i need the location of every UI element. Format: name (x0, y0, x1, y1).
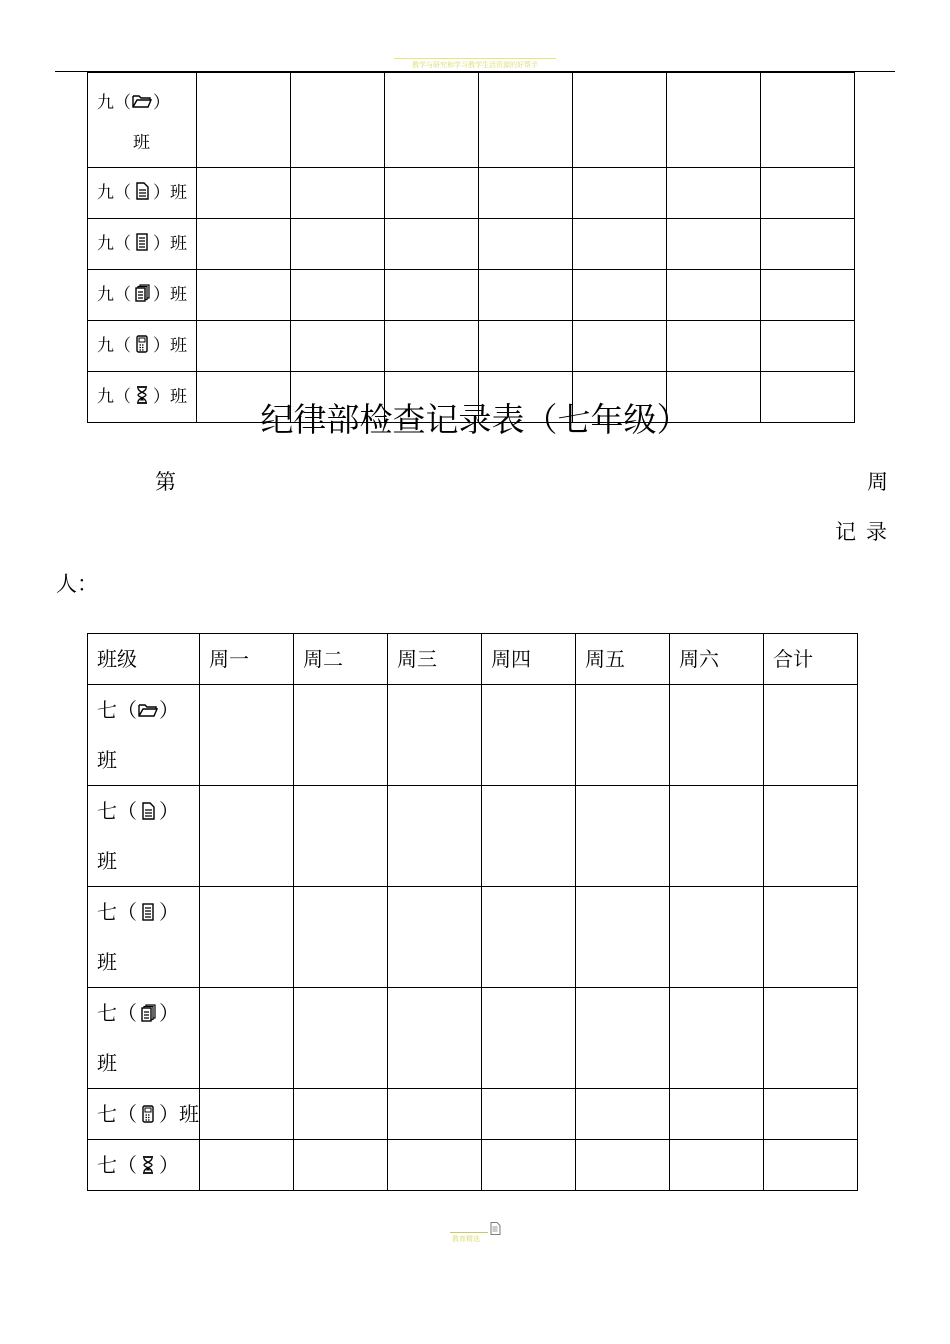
class-suffix: ） (159, 1001, 179, 1025)
table-cell[interactable] (479, 219, 573, 270)
stacked-pages-icon (131, 284, 153, 302)
table-cell[interactable] (385, 168, 479, 219)
class-prefix: 七（ (97, 799, 137, 823)
class-prefix: 九（ (97, 183, 131, 203)
class-label-cell (88, 219, 197, 270)
table-cell[interactable] (197, 73, 291, 168)
document-icon (490, 1222, 501, 1235)
grade7-table (87, 633, 858, 1191)
table-cell[interactable] (385, 73, 479, 168)
week-suffix: 周 (867, 470, 888, 494)
grade9-table (87, 72, 855, 423)
table-cell[interactable] (764, 685, 858, 786)
open-folder-icon (131, 92, 153, 110)
table-header-row (88, 634, 858, 685)
table-cell[interactable] (479, 321, 573, 372)
header-total: 合计 (764, 634, 858, 685)
class-suffix-line2: 班 (97, 1051, 117, 1075)
header-thursday: 周四 (482, 634, 576, 685)
table-row (88, 168, 855, 219)
class-suffix: ）班 (153, 336, 187, 356)
table-cell[interactable] (670, 887, 764, 988)
table-cell[interactable] (576, 1140, 670, 1191)
table-cell[interactable] (482, 988, 576, 1089)
table-cell[interactable] (385, 219, 479, 270)
table-cell[interactable] (761, 270, 855, 321)
table-cell[interactable] (388, 988, 482, 1089)
table-cell[interactable] (670, 988, 764, 1089)
table-cell[interactable] (200, 685, 294, 786)
table-cell[interactable] (576, 1089, 670, 1140)
table-cell[interactable] (385, 270, 479, 321)
table-cell[interactable] (576, 685, 670, 786)
table-cell[interactable] (479, 270, 573, 321)
table-cell[interactable] (764, 786, 858, 887)
class-prefix: 九（ (97, 387, 131, 407)
table-cell[interactable] (294, 1140, 388, 1191)
class-prefix: 七（ (97, 1153, 137, 1177)
table-cell[interactable] (576, 786, 670, 887)
header-banner: 教学与研究和学习教学生活资源的好帮手 (394, 58, 556, 71)
table-cell[interactable] (667, 168, 761, 219)
table-cell[interactable] (197, 270, 291, 321)
table-cell[interactable] (388, 1140, 482, 1191)
table-cell[interactable] (573, 270, 667, 321)
table-cell[interactable] (573, 321, 667, 372)
recorder-label-part1: 记录 (835, 520, 897, 544)
table-cell[interactable] (294, 685, 388, 786)
document-icon (131, 182, 153, 200)
table-cell[interactable] (576, 988, 670, 1089)
class-label-cell (88, 1089, 200, 1140)
class-suffix: ） (159, 1153, 179, 1177)
table-cell[interactable] (761, 321, 855, 372)
table-cell[interactable] (291, 270, 385, 321)
table-cell[interactable] (667, 73, 761, 168)
table-cell[interactable] (670, 786, 764, 887)
table-row (88, 1089, 858, 1140)
table-cell[interactable] (197, 168, 291, 219)
table-cell[interactable] (388, 685, 482, 786)
class-suffix: ） (153, 93, 170, 113)
class-suffix: ） (159, 799, 179, 823)
page-title: 纪律部检查记录表（七年级） (260, 400, 690, 439)
class-label-cell (88, 270, 197, 321)
table-cell[interactable] (764, 988, 858, 1089)
table-cell[interactable] (388, 786, 482, 887)
header-saturday: 周六 (670, 634, 764, 685)
table-cell[interactable] (294, 786, 388, 887)
class-prefix: 九（ (97, 336, 131, 356)
header-class: 班级 (88, 634, 200, 685)
class-prefix: 七（ (97, 698, 137, 722)
table-row (88, 1140, 858, 1191)
table-cell[interactable] (291, 321, 385, 372)
class-suffix: ） (159, 698, 179, 722)
table-cell[interactable] (482, 786, 576, 887)
table-row (88, 786, 858, 887)
footer-rule (450, 1232, 488, 1233)
class-suffix-line2: 班 (97, 748, 117, 772)
class-suffix: ）班 (153, 387, 187, 407)
table-row (88, 685, 858, 786)
table-cell[interactable] (200, 1089, 294, 1140)
table-cell[interactable] (573, 219, 667, 270)
table-cell[interactable] (482, 1089, 576, 1140)
table-cell[interactable] (385, 321, 479, 372)
table-cell[interactable] (764, 887, 858, 988)
class-prefix: 七（ (97, 900, 137, 924)
open-folder-icon (137, 701, 159, 719)
table-cell[interactable] (479, 168, 573, 219)
class-prefix: 七（ (97, 1001, 137, 1025)
table-cell[interactable] (670, 1089, 764, 1140)
page-lines-icon (131, 233, 153, 251)
table-cell[interactable] (670, 1140, 764, 1191)
table-cell[interactable] (200, 988, 294, 1089)
table-cell[interactable] (197, 321, 291, 372)
table-cell[interactable] (294, 1089, 388, 1140)
recorder-label-part2: 人： (56, 572, 98, 596)
class-label-cell (88, 321, 197, 372)
class-suffix: ）班 (159, 1102, 199, 1126)
class-suffix-line2: 班 (97, 849, 117, 873)
table-cell[interactable] (667, 321, 761, 372)
table-cell[interactable] (667, 270, 761, 321)
footer (450, 1222, 504, 1244)
class-label-cell (88, 988, 200, 1089)
class-label-cell (88, 685, 200, 786)
table-cell[interactable] (197, 219, 291, 270)
table-cell[interactable] (294, 988, 388, 1089)
class-prefix: 九（ (97, 93, 131, 113)
table-cell[interactable] (479, 73, 573, 168)
table-cell[interactable] (482, 1140, 576, 1191)
table-cell[interactable] (388, 1089, 482, 1140)
class-prefix: 九（ (97, 234, 131, 254)
week-prefix: 第 (155, 470, 176, 494)
table-cell[interactable] (667, 219, 761, 270)
table-row (88, 988, 858, 1089)
class-suffix: ） (159, 900, 179, 924)
class-label-cell (88, 887, 200, 988)
table-cell[interactable] (291, 73, 385, 168)
table-cell[interactable] (761, 219, 855, 270)
table-row (88, 887, 858, 988)
table-cell[interactable] (388, 887, 482, 988)
table-cell[interactable] (576, 887, 670, 988)
footer-text: 教育精选 (452, 1235, 480, 1243)
class-suffix-line2: 班 (133, 133, 150, 153)
table-cell[interactable] (482, 887, 576, 988)
table-cell[interactable] (294, 887, 388, 988)
document-icon (137, 802, 159, 820)
table-cell[interactable] (573, 73, 667, 168)
header-monday: 周一 (200, 634, 294, 685)
class-prefix: 七（ (97, 1102, 137, 1126)
page-lines-icon (137, 903, 159, 921)
table-cell[interactable] (761, 168, 855, 219)
class-label-cell (88, 73, 197, 168)
table-cell[interactable] (200, 1140, 294, 1191)
table-row (88, 73, 855, 168)
header-wednesday: 周三 (388, 634, 482, 685)
class-label-cell (88, 786, 200, 887)
class-label-cell (88, 168, 197, 219)
header-friday: 周五 (576, 634, 670, 685)
class-suffix: ）班 (153, 234, 187, 254)
class-prefix: 九（ (97, 285, 131, 305)
hourglass-icon (137, 1156, 159, 1174)
stacked-pages-icon (137, 1004, 159, 1022)
phone-icon (131, 335, 153, 353)
table-cell[interactable] (482, 685, 576, 786)
table-cell[interactable] (200, 887, 294, 988)
table-cell[interactable] (764, 1140, 858, 1191)
class-suffix: ）班 (153, 285, 187, 305)
table-cell[interactable] (573, 168, 667, 219)
class-suffix-line2: 班 (97, 950, 117, 974)
table-cell[interactable] (764, 1089, 858, 1140)
table-cell[interactable] (291, 219, 385, 270)
class-label-cell (88, 1140, 200, 1191)
table-cell[interactable] (200, 786, 294, 887)
table-cell[interactable] (761, 73, 855, 168)
table-cell[interactable] (291, 168, 385, 219)
phone-icon (137, 1105, 159, 1123)
table-cell[interactable] (670, 685, 764, 786)
class-suffix: ）班 (153, 183, 187, 203)
header-tuesday: 周二 (294, 634, 388, 685)
table-row (88, 219, 855, 270)
table-row (88, 321, 855, 372)
table-row (88, 270, 855, 321)
